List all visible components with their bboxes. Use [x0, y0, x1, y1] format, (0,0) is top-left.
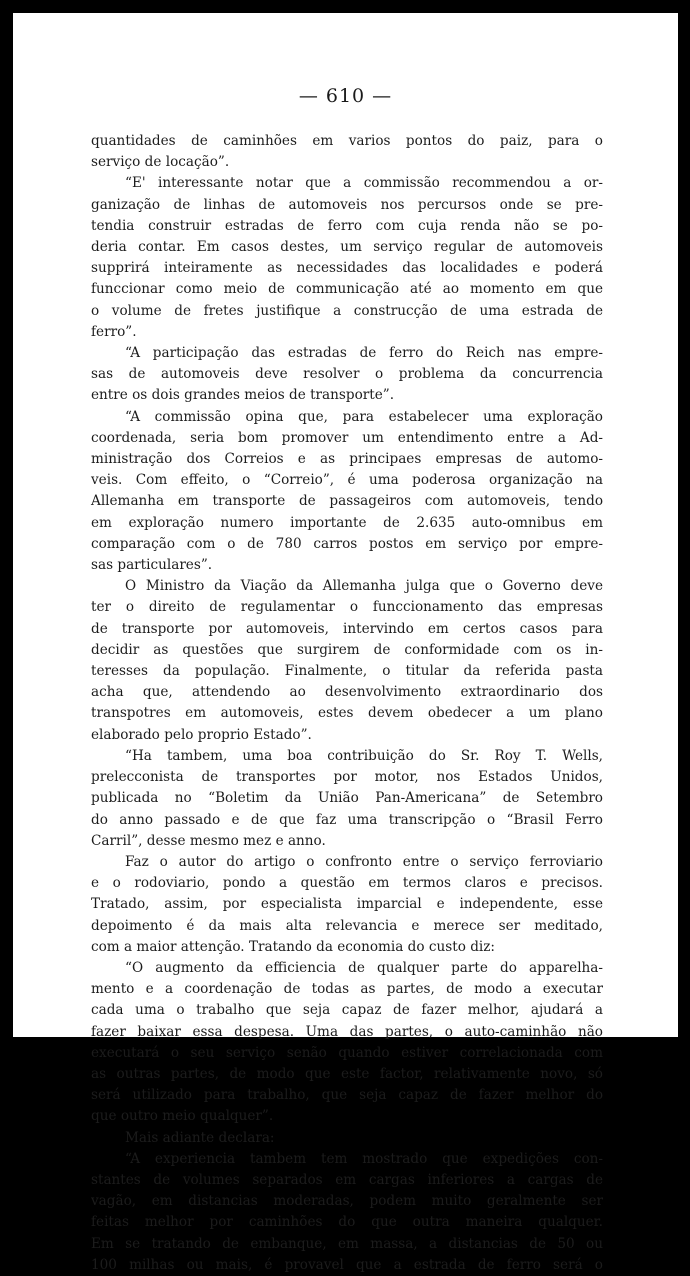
text-line: será utilizado para trabalho, que seja capaz de fazer melhor do	[91, 1087, 603, 1104]
text-line: funccionar como meio de communicação até ao momento em que	[91, 281, 603, 298]
text-line: depoimento é da mais alta relevancia e merece ser meditado,	[91, 917, 603, 934]
text-line: “E' interessante notar que a commissão recommendou a or-	[125, 175, 603, 192]
document-page	[13, 13, 678, 1273]
text-line: Mais adiante declara:	[125, 1129, 275, 1146]
text-line: em exploração numero importante de 2.635 auto-omnibus em	[91, 514, 603, 531]
text-line: sas particulares”.	[91, 557, 213, 574]
text-line: elaborado pelo proprio Estado”.	[91, 726, 312, 743]
text-line: mento e a coordenação de todas as partes, de modo a executar	[91, 981, 603, 998]
text-line: vagão, em distancias moderadas, podem muito geralmente ser	[91, 1193, 603, 1210]
text-line: tendia construir estradas de ferro com cuja renda não se po-	[91, 217, 603, 234]
text-line: executará o seu serviço senão quando estiver correlacionada com	[91, 1044, 603, 1061]
text-line: “Ha tambem, uma boa contribuição do Sr. Roy T. Wells,	[125, 747, 603, 764]
text-line: supprirá inteiramente as necessidades das localidades e poderá	[91, 260, 603, 277]
text-line: teresses da população. Finalmente, o titular da referida pasta	[91, 663, 603, 680]
text-line: “O augmento da efficiencia de qualquer parte do apparelha-	[125, 959, 603, 976]
text-line: de transporte por automoveis, intervindo em certos casos para	[91, 620, 603, 637]
text-line: quantidades de caminhões em varios pontos do paiz, para o	[91, 133, 603, 149]
text-line: Em se tratando de embanque, em massa, a distancias de 50 ou	[91, 1235, 603, 1252]
text-line: e o rodoviario, pondo a questão em termos claros e precisos.	[91, 875, 603, 892]
text-line: Carril”, desse mesmo mez e anno.	[91, 832, 326, 849]
text-line: transpotres em automoveis, estes devem obedecer a um plano	[91, 705, 603, 722]
text-line: decidir as questões que surgirem de conformidade com os in-	[91, 641, 603, 658]
text-line: O Ministro da Viação da Allemanha julga que o Governo deve	[125, 578, 603, 595]
body-text	[91, 131, 603, 1276]
text-line: 100 milhas ou mais, é provavel que a estrada de ferro será o	[91, 1256, 603, 1273]
text-line: que outro meio qualquer”.	[91, 1108, 274, 1125]
text-line: comparação com o de 780 carros postos em serviço por empre-	[91, 535, 603, 552]
text-line: deria contar. Em casos destes, um serviço regular de automoveis	[91, 239, 603, 256]
text-line: entre os dois grandes meios de transporte”.	[91, 387, 395, 404]
page-number: — 610 —	[298, 85, 393, 107]
text-line: Faz o autor do artigo o confronto entre o serviço ferroviario	[125, 853, 603, 870]
text-line: ter o direito de regulamentar o funccionamento das empresas	[91, 599, 603, 616]
text-line: sas de automoveis deve resolver o problema da concurrencia	[91, 366, 603, 383]
text-line: prelecconista de transportes por motor, nos Estados Unidos,	[91, 769, 603, 786]
text-line: cada uma o trabalho que seja capaz de fazer melhor, ajudará a	[91, 1002, 603, 1019]
text-line: com a maior attenção. Tratando da economia do custo diz:	[91, 938, 495, 955]
text-line: ministração dos Correios e as principaes empresas de automo-	[91, 451, 603, 468]
text-line: as outras partes, de modo que este factor, relativamente novo, só	[91, 1065, 603, 1082]
text-line: veis. Com effeito, o “Correio”, é uma poderosa organização na	[91, 472, 603, 489]
text-line: “A experiencia tambem tem mostrado que expedições con-	[125, 1150, 603, 1167]
text-line: coordenada, seria bom promover um entendimento entre a Ad-	[91, 429, 603, 446]
text-line: serviço de locação”.	[91, 154, 230, 171]
text-line: Allemanha em transporte de passageiros com automoveis, tendo	[91, 493, 603, 510]
text-line: publicada no “Boletim da União Pan-Americana” de Setembro	[91, 790, 603, 807]
text-line: fazer baixar essa despesa. Uma das partes, o auto-caminhão não	[91, 1023, 603, 1040]
text-line: “A commissão opina que, para estabelecer uma exploração	[125, 408, 603, 425]
text-line: “A participação das estradas de ferro do Reich nas empre-	[125, 345, 603, 362]
text-line: Tratado, assim, por especialista imparcial e independente, esse	[91, 896, 603, 913]
text-line: feitas melhor por caminhões do que outra maneira qualquer.	[91, 1214, 603, 1231]
text-line: acha que, attendendo ao desenvolvimento extraordinario dos	[91, 684, 603, 701]
text-line: stantes de volumes separados em cargas inferiores a cargas de	[91, 1171, 603, 1188]
text-line: o volume de fretes justifique a construcção de uma estrada de	[91, 302, 603, 319]
text-line: ferro”.	[91, 323, 137, 340]
text-line: do anno passado e de que faz uma transcripção o “Brasil Ferro	[91, 811, 603, 828]
text-line: ganização de linhas de automoveis nos percursos onde se pre-	[91, 196, 603, 213]
